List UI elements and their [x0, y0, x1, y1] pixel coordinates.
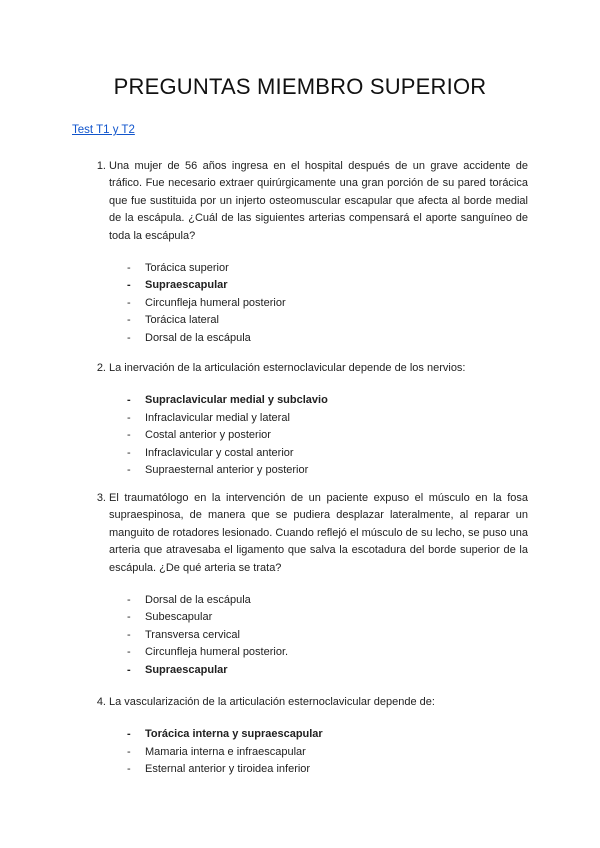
- option-text: Dorsal de la escápula: [145, 594, 251, 607]
- option-text: Torácica interna y supraescapular: [145, 728, 323, 741]
- question-number: 2.: [96, 362, 106, 374]
- option-item: - Subescapular: [127, 611, 213, 624]
- question-1: [88, 158, 528, 347]
- option-item: - Circunfleja humeral posterior: [127, 296, 286, 309]
- question-text: La inervación de la articulación esternoclavicular depende de los nervios:: [109, 362, 466, 374]
- option-text: Esternal anterior y tiroidea inferior: [145, 763, 311, 776]
- option-text: Supraescapular: [145, 663, 228, 676]
- option-list: [88, 726, 528, 778]
- option-text: Infraclavicular y costal anterior: [145, 446, 294, 459]
- option-item: - Torácica interna y supraescapular: [127, 728, 323, 741]
- option-item: - Esternal anterior y tiroidea inferior: [127, 763, 311, 776]
- test-link[interactable]: Test T1 y T2: [72, 124, 135, 136]
- option-text: Torácica superior: [145, 262, 229, 275]
- option-item: - Torácica lateral: [127, 314, 219, 327]
- option-item: - Mamaria interna e infraescapular: [127, 745, 306, 758]
- option-text: Supraescapular: [145, 279, 228, 292]
- option-list: [88, 392, 528, 479]
- option-item: - Infraclavicular medial y lateral: [127, 411, 290, 424]
- option-text: Subescapular: [145, 611, 213, 624]
- question-2: [88, 360, 528, 479]
- option-text: Circunfleja humeral posterior.: [145, 646, 289, 659]
- option-item: - Infraclavicular y costal anterior: [127, 446, 294, 459]
- option-item: - Circunfleja humeral posterior.: [127, 646, 289, 659]
- question-text: La vascularización de la articulación esternoclavicular depende de:: [109, 696, 435, 708]
- question-4: [88, 694, 528, 779]
- option-item: - Costal anterior y posterior: [127, 429, 271, 442]
- option-list: [88, 260, 528, 347]
- option-item: - Supraclavicular medial y subclavio: [127, 394, 328, 407]
- option-list: [88, 592, 528, 679]
- question-number: 3.: [96, 492, 106, 504]
- option-text: Torácica lateral: [145, 314, 219, 327]
- option-item: - Dorsal de la escápula: [127, 331, 251, 344]
- question-number: 4.: [96, 696, 106, 708]
- option-text: Supraclavicular medial y subclavio: [145, 394, 328, 407]
- option-item: - Dorsal de la escápula: [127, 594, 251, 607]
- option-text: Costal anterior y posterior: [145, 429, 271, 442]
- option-item: - Supraescapular: [127, 663, 228, 676]
- option-text: Infraclavicular medial y lateral: [145, 411, 290, 424]
- option-text: Supraesternal anterior y posterior: [145, 463, 309, 476]
- option-text: Circunfleja humeral posterior: [145, 296, 286, 309]
- option-text: Dorsal de la escápula: [145, 331, 251, 344]
- question-number: 1.: [96, 160, 106, 172]
- option-item: - Torácica superior: [127, 262, 229, 275]
- option-text: Transversa cervical: [145, 628, 240, 641]
- question-text: El traumatólogo en la intervención de un paciente expuso el músculo en la fosa supraespinosa, de manera que se pudiera desplazar lateralmente, al reparar un manguito de rotadores lesionado. Cuando reflejó el músculo de su lecho, se puso una arteria que atravesaba el ligamento que salva la escotadura del borde superior de la escápula. ¿De qué arteria se trata?: [109, 492, 528, 574]
- question-text: Una mujer de 56 años ingresa en el hospital después de un grave accidente de tráfico. Fue necesario extraer quirúrgicamente una gran porción de su pared torácica que fue sustituida por un injerto osteomuscular escapular que afecta al borde medial de la escápula. ¿Cuál de las siguientes arterias compensará el aporte sanguíneo de toda la escápula?: [109, 160, 528, 242]
- option-item: - Supraescapular: [127, 279, 228, 292]
- option-item: - Supraesternal anterior y posterior: [127, 463, 309, 476]
- question-3: [88, 490, 528, 679]
- option-text: Mamaria interna e infraescapular: [145, 745, 306, 758]
- page-title: PREGUNTAS MIEMBRO SUPERIOR: [113, 74, 487, 99]
- option-item: - Transversa cervical: [127, 628, 240, 641]
